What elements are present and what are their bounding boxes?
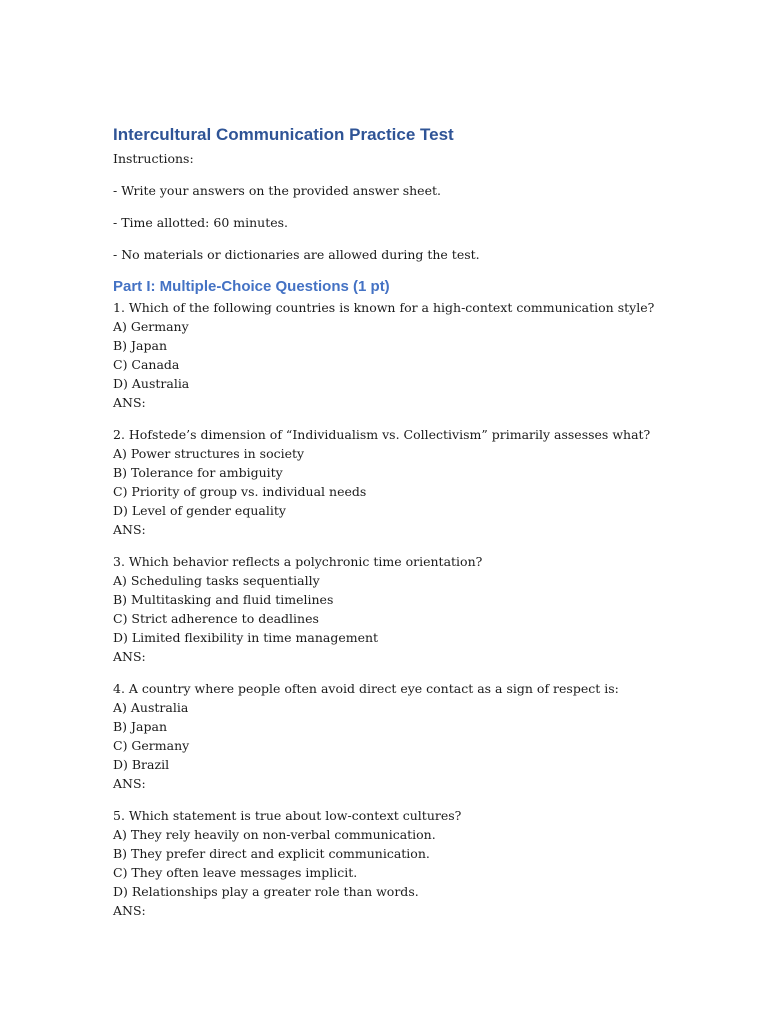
question-option: D) Limited flexibility in time management [113, 630, 379, 645]
answer-label: ANS: [113, 522, 146, 537]
question-option: A) Australia [113, 700, 189, 715]
question-option: A) Power structures in society [113, 446, 305, 461]
question-2 [113, 425, 733, 539]
question-option: C) Canada [113, 357, 180, 372]
question-stem: 4. A country where people often avoid direct eye contact as a sign of respect is: [113, 681, 619, 696]
part1-heading: Part I: Multiple-Choice Questions (1 pt) [113, 278, 390, 295]
questions-list [113, 298, 733, 920]
question-option: D) Level of gender equality [113, 503, 286, 518]
question-option: A) Germany [113, 319, 189, 334]
question-option: D) Australia [113, 376, 190, 391]
instructions-section [113, 149, 733, 264]
question-option: C) They often leave messages implicit. [113, 865, 358, 880]
question-option: C) Germany [113, 738, 190, 753]
question-option: B) Japan [113, 719, 168, 734]
instruction-item: - Write your answers on the provided answer sheet. [113, 183, 441, 198]
instructions-label: Instructions: [113, 151, 194, 166]
question-4 [113, 679, 733, 793]
question-option: D) Brazil [113, 757, 170, 772]
question-option: A) Scheduling tasks sequentially [113, 573, 320, 588]
question-option: B) Tolerance for ambiguity [113, 465, 283, 480]
answer-label: ANS: [113, 649, 146, 664]
instruction-item: - Time allotted: 60 minutes. [113, 215, 288, 230]
document-page [113, 124, 733, 920]
question-option: B) Japan [113, 338, 168, 353]
question-option: C) Strict adherence to deadlines [113, 611, 319, 626]
question-option: B) They prefer direct and explicit communication. [113, 846, 430, 861]
document-title: Intercultural Communication Practice Test [113, 125, 454, 144]
question-option: D) Relationships play a greater role than words. [113, 884, 419, 899]
question-1 [113, 298, 733, 412]
question-stem: 5. Which statement is true about low-context cultures? [113, 808, 462, 823]
question-stem: 1. Which of the following countries is known for a high-context communication style? [113, 300, 655, 315]
question-option: A) They rely heavily on non-verbal communication. [113, 827, 436, 842]
instruction-item: - No materials or dictionaries are allowed during the test. [113, 247, 480, 262]
answer-label: ANS: [113, 776, 146, 791]
question-5 [113, 806, 733, 920]
question-3 [113, 552, 733, 666]
question-option: C) Priority of group vs. individual needs [113, 484, 367, 499]
question-stem: 3. Which behavior reflects a polychronic time orientation? [113, 554, 483, 569]
question-stem: 2. Hofstede’s dimension of “Individualism vs. Collectivism” primarily assesses what? [113, 427, 651, 442]
answer-label: ANS: [113, 395, 146, 410]
question-option: B) Multitasking and fluid timelines [113, 592, 334, 607]
answer-label: ANS: [113, 903, 146, 918]
